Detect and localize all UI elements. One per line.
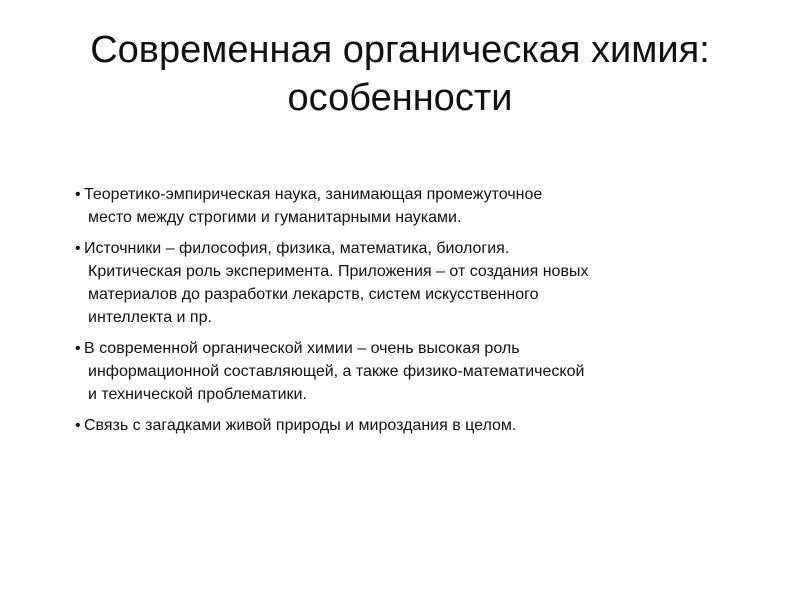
bullet-dot-icon: • <box>75 240 81 257</box>
slide-title-line-1: Современная органическая химия: <box>90 29 710 71</box>
slide-title-line-2: особенности <box>287 77 513 119</box>
bullet-text <box>84 183 735 229</box>
bullet-dot-icon: • <box>75 340 81 357</box>
bullet-item <box>75 337 735 406</box>
bullet-line: Источники – философия, физика, математика, биология. <box>84 240 510 257</box>
bullet-line: В современной органической химии – очень высокая роль <box>84 340 520 357</box>
bullet-text <box>84 337 735 406</box>
bullet-dot-icon: • <box>75 417 81 434</box>
bullet-text <box>84 414 735 437</box>
bullet-item <box>75 183 735 229</box>
bullet-line: интеллекта и пр. <box>88 309 212 326</box>
bullet-list <box>75 183 735 445</box>
slide-title <box>60 26 740 122</box>
bullet-dot-icon: • <box>75 186 81 203</box>
bullet-item <box>75 237 735 329</box>
bullet-line: Теоретико-эмпирическая наука, занимающая промежуточное <box>84 186 543 203</box>
bullet-line: информационной составляющей, а также физико-математической <box>88 363 585 380</box>
bullet-line: место между строгими и гуманитарными науками. <box>88 209 462 226</box>
bullet-line: Связь с загадками живой природы и мироздания в целом. <box>84 417 517 434</box>
bullet-line: материалов до разработки лекарств, систем искусственного <box>88 286 539 303</box>
bullet-line: и технической проблематики. <box>88 386 307 403</box>
bullet-text <box>84 237 735 329</box>
bullet-item <box>75 414 735 437</box>
bullet-line: Критическая роль эксперимента. Приложения – от создания новых <box>88 263 589 280</box>
